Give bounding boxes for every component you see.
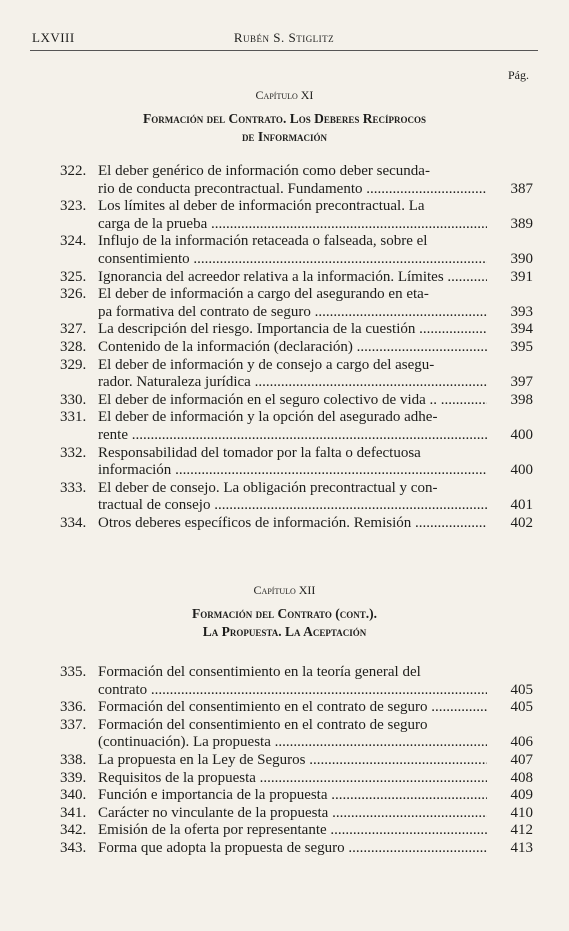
- entry-title-line: información .....: [98, 462, 487, 480]
- entry-title: [98, 717, 487, 752]
- toc-entry[interactable]: [60, 664, 533, 699]
- entry-title: [98, 392, 487, 410]
- toc-entry[interactable]: [60, 752, 533, 770]
- entry-title-line: rador. Naturaleza jurídica .....: [98, 374, 487, 392]
- entry-title: [98, 163, 487, 198]
- entry-title-line: Ignorancia del acreedor relativa a la información. Límites .....: [98, 269, 487, 287]
- entry-title-line: El deber genérico de información como deber secunda-: [98, 163, 430, 179]
- entry-title-line: El deber de información y la opción del asegurado adhe-: [98, 409, 438, 426]
- entry-title: [98, 752, 487, 770]
- entry-title-line: Formación del consentimiento en el contrato de seguro: [98, 716, 428, 733]
- running-header: [30, 30, 538, 51]
- toc-entry[interactable]: [60, 233, 533, 268]
- entry-title: [98, 480, 487, 515]
- entry-number: 339.: [60, 769, 87, 786]
- toc-entry[interactable]: [60, 286, 533, 321]
- entry-title-line: El deber de información en el seguro colectivo de vida .. .....: [98, 392, 487, 410]
- entry-title-line: Los límites al deber de información precontractual. La: [98, 198, 425, 215]
- entry-page-number: 400: [510, 426, 533, 443]
- author-name: Rubén S. Stiglitz: [233, 30, 335, 45]
- entry-title: [98, 840, 487, 858]
- entry-title-line: Formación del consentimiento en el contrato de seguro .....: [98, 699, 487, 717]
- entry-title-line: Otros deberes específicos de información. Remisión .....: [98, 515, 487, 533]
- toc-entry[interactable]: [60, 357, 533, 392]
- entry-page-number: 390: [510, 250, 533, 267]
- entry-page-number: 409: [510, 787, 533, 804]
- entry-number: 330.: [60, 391, 87, 408]
- entry-title: [98, 339, 487, 357]
- entry-title: [98, 357, 487, 392]
- chapter-title-line: Formación del Contrato (cont.).: [191, 606, 378, 621]
- entry-title-line: rente .....: [98, 427, 487, 445]
- entry-number: 329.: [60, 356, 87, 373]
- entry-number: 343.: [60, 840, 87, 856]
- toc-entry[interactable]: [60, 787, 533, 805]
- entry-page-number: 394: [510, 321, 533, 338]
- toc-entry[interactable]: [60, 805, 533, 823]
- entry-title-line: La descripción del riesgo. Importancia de la cuestión .....: [98, 321, 487, 339]
- entry-page-number: 406: [510, 734, 533, 751]
- entry-title-line: Formación del consentimiento en la teoría general del: [98, 664, 421, 680]
- entry-number: 337.: [60, 716, 87, 733]
- entry-page-number: 400: [510, 462, 533, 479]
- chapter-title-line: La Propuesta. La Aceptación: [202, 624, 367, 639]
- entry-title-line: Influjo de la información retaceada o falseada, sobre el: [98, 233, 428, 250]
- entry-page-number: 408: [510, 769, 533, 786]
- entry-title: [98, 198, 487, 233]
- toc-entry[interactable]: [60, 445, 533, 480]
- entry-page-number: 402: [510, 515, 533, 531]
- entry-title: [98, 515, 487, 533]
- entry-number: 335.: [60, 664, 87, 680]
- toc-entry[interactable]: [60, 699, 533, 717]
- toc-entry[interactable]: [60, 269, 533, 287]
- chapter-title-line: de Información: [241, 129, 328, 144]
- entry-title-line: El deber de información a cargo del asegurando en eta-: [98, 286, 429, 303]
- entry-page-number: 393: [510, 303, 533, 320]
- entry-page-number: 387: [510, 180, 533, 197]
- entry-title-line: rio de conducta precontractual. Fundamento .....: [98, 181, 487, 199]
- entry-number: 334.: [60, 515, 87, 531]
- entry-title: [98, 822, 487, 840]
- page-number-roman: LXVIII: [32, 30, 75, 45]
- entry-page-number: 395: [510, 339, 533, 355]
- entry-number: 325.: [60, 268, 87, 285]
- entry-title-line: contrato .....: [98, 682, 487, 700]
- entry-title: [98, 699, 487, 717]
- entry-title-line: Forma que adopta la propuesta de seguro .....: [98, 840, 487, 858]
- entry-title: [98, 233, 487, 268]
- entry-title-line: Función e importancia de la propuesta .....: [98, 787, 487, 805]
- chapter-label: Capítulo XI: [255, 88, 314, 102]
- entry-title-line: Contenido de la información (declaración) .....: [98, 339, 487, 357]
- entry-page-number: 413: [510, 840, 533, 856]
- entry-title: [98, 409, 487, 444]
- entry-page-number: 398: [510, 391, 533, 408]
- entry-number: 336.: [60, 699, 87, 716]
- entry-page-number: 391: [510, 268, 533, 285]
- entry-title: [98, 286, 487, 321]
- page-column-label: Pág.: [508, 68, 529, 82]
- entry-title-line: Requisitos de la propuesta .....: [98, 770, 487, 788]
- entry-number: 332.: [60, 444, 87, 461]
- toc-entry[interactable]: [60, 321, 533, 339]
- entry-page-number: 407: [510, 752, 533, 768]
- toc-entry[interactable]: [60, 840, 533, 858]
- entry-number: 333.: [60, 479, 87, 496]
- entry-number: 328.: [60, 339, 87, 355]
- entry-number: 338.: [60, 752, 87, 768]
- toc-entry[interactable]: [60, 392, 533, 410]
- entry-title-line: Carácter no vinculante de la propuesta .....: [98, 805, 487, 823]
- entry-page-number: 405: [510, 699, 533, 716]
- chapter-label: Capítulo XII: [253, 583, 316, 597]
- entry-title: [98, 664, 487, 699]
- entry-number: 327.: [60, 321, 87, 338]
- entry-title-line: carga de la prueba .....: [98, 216, 487, 234]
- entry-title: [98, 805, 487, 823]
- toc-entry[interactable]: [60, 163, 533, 198]
- toc-entry[interactable]: [60, 198, 533, 233]
- entry-number: 322.: [60, 163, 87, 179]
- entry-title: [98, 770, 487, 788]
- entry-number: 341.: [60, 804, 87, 821]
- toc-entry[interactable]: [60, 339, 533, 357]
- entry-number: 326.: [60, 286, 87, 303]
- entry-number: 340.: [60, 787, 87, 804]
- entry-title: [98, 445, 487, 480]
- entry-page-number: 389: [510, 215, 533, 232]
- entry-title-line: El deber de información y de consejo a cargo del asegu-: [98, 356, 435, 373]
- entry-title-line: (continuación). La propuesta .....: [98, 734, 487, 752]
- entry-title-line: Responsabilidad del tomador por la falta o defectuosa: [98, 444, 421, 461]
- entry-page-number: 412: [510, 822, 533, 839]
- toc-entry[interactable]: [60, 515, 533, 533]
- entry-title: [98, 269, 487, 287]
- entry-number: 331.: [60, 409, 87, 426]
- entry-number: 324.: [60, 233, 87, 250]
- toc-entry[interactable]: [60, 822, 533, 840]
- entry-title-line: consentimiento .....: [98, 251, 487, 269]
- entry-number: 342.: [60, 822, 87, 839]
- toc-entry[interactable]: [60, 480, 533, 515]
- entry-title-line: tractual de consejo .....: [98, 497, 487, 515]
- entry-page-number: 405: [510, 681, 533, 698]
- toc-entry[interactable]: [60, 409, 533, 444]
- entry-title-line: pa formativa del contrato de seguro .....: [98, 304, 487, 322]
- entry-title: [98, 321, 487, 339]
- toc-entry[interactable]: [60, 770, 533, 788]
- chapter-title-line: Formación del Contrato. Los Deberes Recíprocos: [143, 111, 426, 126]
- entry-title-line: La propuesta en la Ley de Seguros .....: [98, 752, 487, 770]
- entry-title: [98, 787, 487, 805]
- entry-page-number: 397: [510, 374, 533, 391]
- entry-page-number: 410: [510, 804, 533, 821]
- entry-title-line: Emisión de la oferta por representante .....: [98, 822, 487, 840]
- toc-entry[interactable]: [60, 717, 533, 752]
- entry-number: 323.: [60, 198, 87, 215]
- entry-page-number: 401: [510, 497, 533, 514]
- entry-title-line: El deber de consejo. La obligación precontractual y con-: [98, 479, 438, 496]
